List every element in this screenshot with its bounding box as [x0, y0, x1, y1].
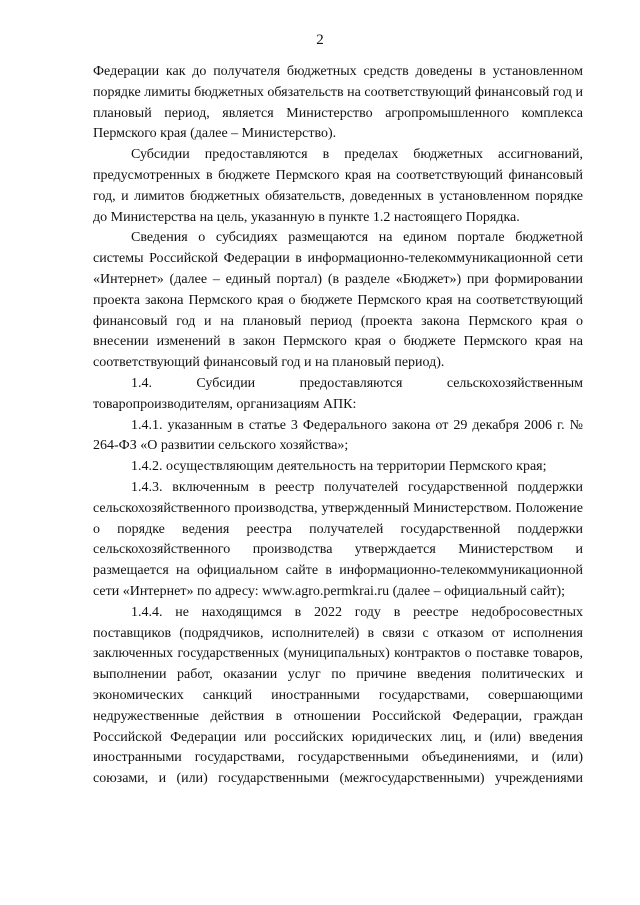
paragraph-1-4-4: 1.4.4. не находящимся в 2022 году в реестре недобросовестных поставщиков (подрядчиков, исполнителей) в связи с отказом от исполнения заключенных государственных (муниципальных) контрактов о поставке товаров, выполнении работ, оказании услуг по причине введения политических и экономических санкций иностранными государствами, совершающими недружественные действия в отношении Российской Федерации, граждан Российской Федерации или российских юридических лиц, и (или) введения иностранными государствами, государственными объединениями, и (или) союзами, и (или) государственными (межгосударственными) учреждениями: [93, 604, 583, 787]
paragraph-continuation: Федерации как до получателя бюджетных средств доведены в установленном порядке лимиты бюджетных обязательств на соответствующий финансовый год и плановый период, является Министерство агропромышленного комплекса Пермского края (далее – Министерство).: [93, 64, 583, 142]
paragraph-1-4-1: 1.4.1. указанным в статье 3 Федерального закона от 29 декабря 2006 г. № 264-ФЗ «О развитии сельского хозяйства»;: [93, 417, 583, 454]
document-body: [93, 62, 583, 790]
paragraph-1-4-2: 1.4.2. осуществляющим деятельность на территории Пермского края;: [131, 459, 547, 475]
paragraph-subsidies-portal: Сведения о субсидиях размещаются на едином портале бюджетной системы Российской Федерации в информационно-телекоммуникационной сети «Интернет» (далее – единый портал) (в разделе «Бюджет») при формировании проекта закона Пермского края о бюджете Пермского края на соответствующий финансовый год и на плановый период (проекта закона Пермского края о внесении изменений в закон Пермского края о бюджете Пермского края на соответствующий финансовый год и на плановый период).: [93, 230, 583, 371]
page-number: 2: [316, 32, 324, 48]
paragraph-1-4-3: 1.4.3. включенным в реестр получателей государственной поддержки сельскохозяйственного производства, утвержденный Министерством. Положение о порядке ведения реестра получателей государственной поддержки сельскохозяйственного производства утверждается Министерством и размещается на официальном сайте в информационно-телекоммуникационной сети «Интернет» по адресу: www.agro.permkrai.ru (далее – официальный сайт);: [93, 479, 583, 599]
paragraph-1-4: 1.4. Субсидии предоставляются сельскохозяйственным товаропроизводителям, организациям АПК:: [93, 375, 583, 412]
paragraph-subsidies-limits: Субсидии предоставляются в пределах бюджетных ассигнований, предусмотренных в бюджете Пермского края на соответствующий финансовый год, и лимитов бюджетных обязательств, доведенных в установленном порядке до Министерства на цель, указанную в пункте 1.2 настоящего Порядка.: [93, 147, 583, 225]
